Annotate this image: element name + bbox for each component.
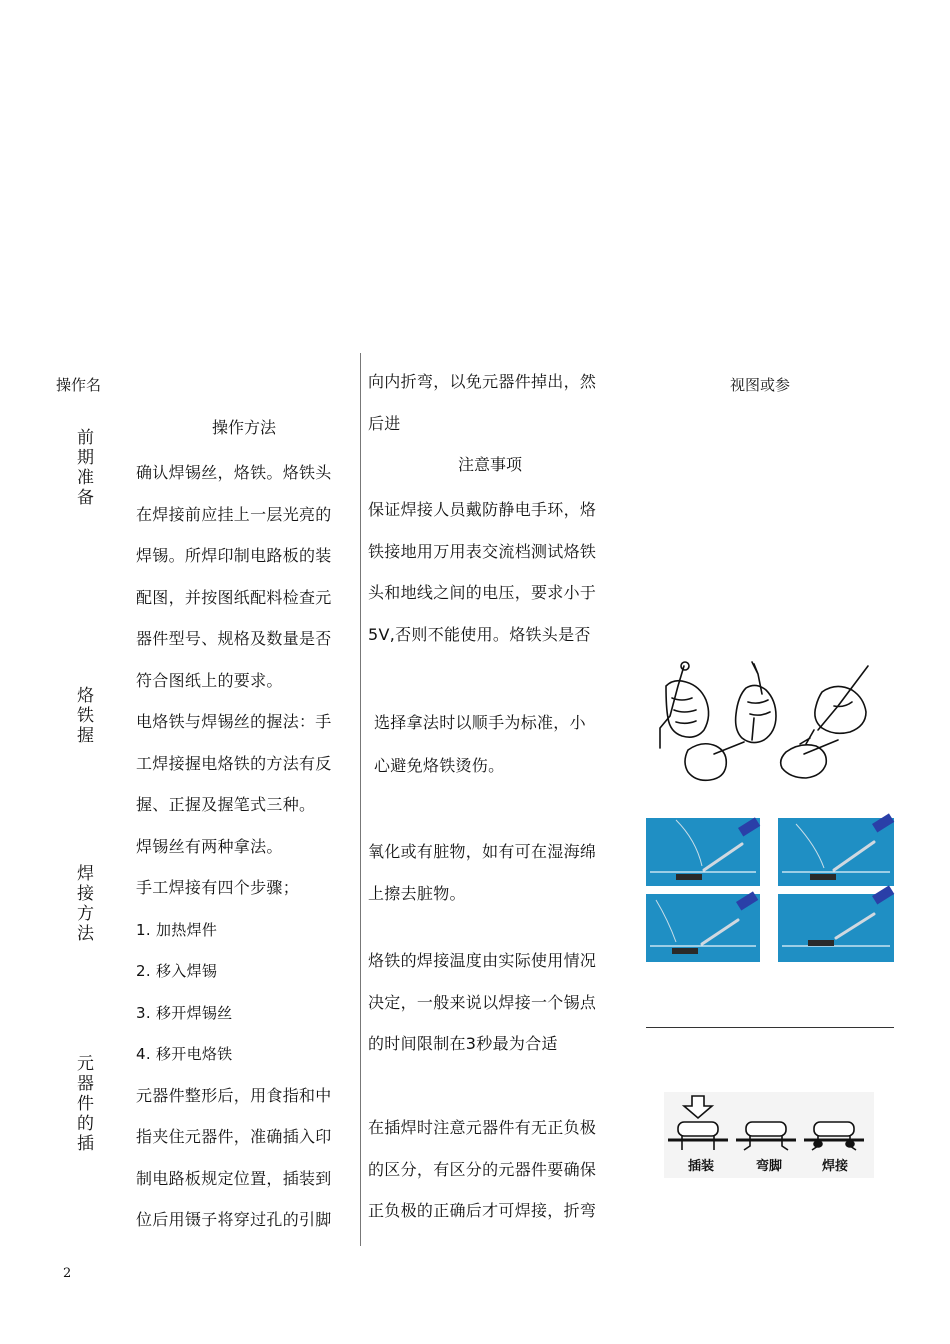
diagram-label-bend: 弯脚	[756, 1159, 783, 1174]
method-line: 制电路板规定位置，插装到	[136, 1169, 332, 1188]
method-line: 手工焊接有四个步骤；	[136, 878, 300, 897]
diagram-label-insert: 插装	[688, 1159, 715, 1174]
notes-line: 烙铁的焊接温度由实际使用情况	[368, 951, 597, 970]
header-operation-name: 操作名	[56, 376, 102, 394]
method-line: 焊锡丝有两种拿法。	[136, 837, 283, 856]
notes-line: 决定，一般来说以焊接一个锡点	[368, 993, 597, 1012]
side-label-preparation: 前期准备	[77, 428, 94, 508]
notes-line: 氧化或有脏物，如有可在湿海绵	[368, 842, 597, 861]
method-line: 工焊接握电烙铁的方法有反	[136, 754, 332, 773]
side-label-soldering-method: 焊接方法	[77, 864, 94, 944]
method-line: 电烙铁与焊锡丝的握法：手	[136, 712, 332, 731]
notes-line: 5V,否则不能使用。烙铁头是否	[368, 625, 591, 644]
method-line: 确认焊锡丝，烙铁。烙铁头	[136, 463, 332, 482]
method-line: 焊锡。所焊印制电路板的装	[136, 546, 332, 565]
notes-line: 上擦去脏物。	[368, 884, 466, 903]
notes-line: 正负极的正确后才可焊接，折弯	[368, 1201, 597, 1220]
header-diagram: 视图或参	[730, 376, 791, 394]
method-line: 位后用镊子将穿过孔的引脚	[136, 1210, 332, 1229]
step-item: 1. 加热焊件	[136, 921, 218, 939]
method-line: 指夹住元器件，准确插入印	[136, 1127, 332, 1146]
notes-line: 选择拿法时以顺手为标准，小	[374, 713, 586, 732]
hand-grip-illustration	[654, 658, 894, 786]
insert-bend-solder-illustration	[664, 1092, 874, 1178]
method-line: 元器件整形后，用食指和中	[136, 1086, 332, 1105]
diagram-label-solder: 焊接	[822, 1159, 849, 1174]
notes-line: 保证焊接人员戴防静电手环，烙	[368, 500, 597, 519]
diagram-divider	[646, 1027, 894, 1028]
notes-line: 向内折弯，以免元器件掉出，然	[368, 372, 597, 391]
method-line: 器件型号、规格及数量是否	[136, 629, 332, 648]
notes-line: 后进	[368, 414, 401, 433]
notes-line: 铁接地用万用表交流档测试烙铁	[368, 542, 597, 561]
side-label-component-insert: 元器件的插	[77, 1054, 94, 1154]
header-notes: 注意事项	[458, 455, 523, 474]
header-method: 操作方法	[212, 418, 277, 437]
notes-line: 的时间限制在3秒最为合适	[368, 1034, 558, 1053]
method-line: 符合图纸上的要求。	[136, 671, 283, 690]
notes-line: 头和地线之间的电压，要求小于	[368, 583, 597, 602]
page-number: 2	[63, 1266, 72, 1281]
notes-line: 在插焊时注意元器件有无正负极	[368, 1118, 597, 1137]
method-line: 在焊接前应挂上一层光亮的	[136, 505, 332, 524]
notes-line: 心避免烙铁烫伤。	[374, 756, 505, 775]
step-item: 2. 移入焊锡	[136, 962, 218, 980]
soldering-steps-illustration	[646, 818, 896, 962]
step-item: 4. 移开电烙铁	[136, 1045, 233, 1063]
side-label-iron-grip: 烙铁握	[77, 686, 94, 746]
column-divider	[360, 353, 361, 1246]
method-line: 握、正握及握笔式三种。	[136, 795, 316, 814]
method-line: 配图，并按图纸配料检查元	[136, 588, 332, 607]
notes-line: 的区分，有区分的元器件要确保	[368, 1160, 597, 1179]
step-item: 3. 移开焊锡丝	[136, 1004, 233, 1022]
